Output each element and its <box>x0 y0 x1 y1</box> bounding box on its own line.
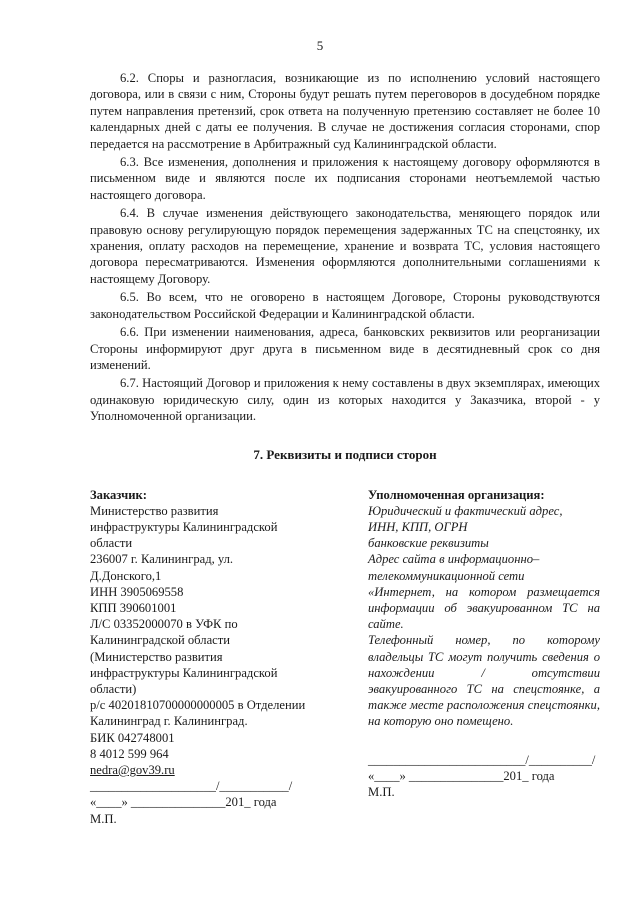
organization-signature-line: _________________________/__________/ <box>368 752 596 767</box>
organization-phone-note: Телефонный номер, по которому владельцы ТС могут получить сведения о нахождении / отсутствии эвакуированного ТС на спецстоянке, а также месте расположения спецстоянки, на которую оно помещено. <box>368 633 600 729</box>
clause-6-6: 6.6. При изменении наименования, адреса, банковских реквизитов или реорганизации Стороны информируют друг друга в письменном виде в десятидневный срок со дня изменений. <box>90 325 600 372</box>
organization-block <box>368 487 600 827</box>
requisites-columns <box>90 487 600 827</box>
organization-line: ИНН, КПП, ОГРН <box>368 519 468 534</box>
customer-stamp: М.П. <box>90 811 117 826</box>
document-body <box>90 70 600 827</box>
organization-line: Адрес сайта в информационно– <box>368 552 540 567</box>
customer-line: (Министерство развития <box>90 649 223 664</box>
customer-line: Калининград г. Калининград. <box>90 714 248 729</box>
customer-line: Министерство развития <box>90 503 219 518</box>
customer-phone: 8 4012 599 964 <box>90 746 169 761</box>
organization-website-note: «Интернет, на котором размещается информации об эвакуированном ТС на сайте. <box>368 584 600 632</box>
customer-heading: Заказчик: <box>90 487 147 502</box>
customer-line: Д.Донского,1 <box>90 568 162 583</box>
customer-line: Калининградской области <box>90 633 230 648</box>
customer-line: области <box>90 536 133 551</box>
customer-bik: БИК 042748001 <box>90 730 175 745</box>
organization-date-line: «____» _______________201_ года <box>368 768 555 783</box>
organization-line: телекоммуникационной сети <box>368 568 525 583</box>
page-number: 5 <box>316 38 324 53</box>
customer-inn: ИНН 3905069558 <box>90 584 184 599</box>
customer-signature-line: ____________________/___________/ <box>90 779 293 794</box>
organization-heading: Уполномоченная организация: <box>368 487 545 502</box>
customer-kpp: КПП 390601001 <box>90 600 177 615</box>
customer-email-link[interactable]: nedra@gov39.ru <box>90 762 175 777</box>
customer-line: инфраструктуры Калининградской <box>90 519 278 534</box>
customer-account: р/с 40201810700000000005 в Отделении <box>90 698 306 713</box>
customer-block <box>90 487 333 827</box>
section-title: 7. Реквизиты и подписи сторон <box>253 446 437 462</box>
organization-line: Юридический и фактический адрес, <box>368 503 563 518</box>
clause-6-4: 6.4. В случае изменения действующего законодательства, меняющего порядок или правовую основу регулирующую порядок перемещения задержанных ТС на спецстоянку, их хранения, оплату расходов на перемещение, хранение и возврата ТС, условия настоящего договора пересматриваются. Изменения оформляются дополнительными соглашениями к настоящему Договору. <box>90 206 600 286</box>
customer-date-line: «____» _______________201_ года <box>90 795 277 810</box>
clause-6-5: 6.5. Во всем, что не оговорено в настоящем Договоре, Стороны руководствуются законодательством Российской Федерации и Калининградской области. <box>90 290 600 321</box>
customer-line: Л/С 03352000070 в УФК по <box>90 617 238 632</box>
organization-line: банковские реквизиты <box>368 536 489 551</box>
customer-line: инфраструктуры Калининградской <box>90 665 278 680</box>
clause-6-7: 6.7. Настоящий Договор и приложения к нему составлены в двух экземплярах, имеющих одинаковую юридическую силу, один из которых находится у Заказчика, второй - у Уполномоченной организации. <box>90 376 600 424</box>
clause-6-2: 6.2. Споры и разногласия, возникающие из по исполнению условий настоящего договора, или в связи с ним, Стороны будут решать путем переговоров в досудебном порядке путем направления претензий, срок ответа на полученную претензию составляет не более 10 календарных дней с даты ее получения. В случае не достижения согласия сторонами, спор передается на рассмотрение в Арбитражный суд Калининградской области. <box>90 71 600 151</box>
organization-stamp: М.П. <box>368 784 395 799</box>
customer-line: 236007 г. Калининград, ул. <box>90 552 234 567</box>
clause-6-3: 6.3. Все изменения, дополнения и приложения к настоящему договору оформляются в письменном виде и являются после их подписания сторонами неотъемлемой частью настоящего договора. <box>90 155 600 202</box>
customer-line: области) <box>90 681 137 696</box>
